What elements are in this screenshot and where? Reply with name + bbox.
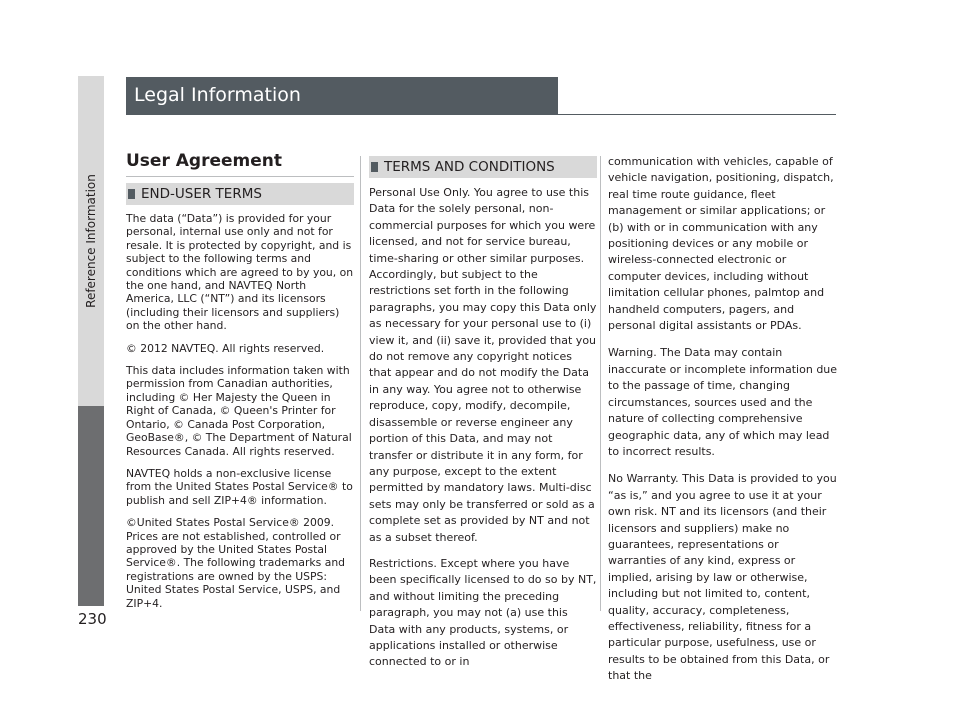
column-middle (369, 150, 597, 681)
paragraph: Personal Use Only. You agree to use this Data for the solely personal, non-commercial purposes for which you were licensed, and not for service bureau, time-sharing or other similar purposes. Accordingly, but subject to the restrictions set forth in the following paragraphs, you may copy this Data only as necessary for your personal use to (i) view it, and (ii) save it, provided that you do not remove any copyright notices that appear and do not modify the Data in any way. You agree not to otherwise reproduce, copy, modify, decompile, disassemble or reverse engineer any portion of this Data, and may not transfer or distribute it in any form, for any purpose, except to the extent permitted by mandatory laws. Multi-disc sets may only be transferred or sold as a complete set as provided by NT and not as a subset thereof. (369, 186, 597, 544)
column-left (126, 150, 354, 619)
column-right (608, 154, 840, 696)
paragraph: NAVTEQ holds a non-exclusive license from the United States Postal Service® to publish and sell ZIP+4® information. (126, 466, 353, 507)
side-tab-block (78, 406, 104, 606)
page-number: 230 (78, 610, 107, 628)
paragraph: No Warranty. This Data is provided to you “as is,” and you agree to use it at your own risk. NT and its licensors (and their licensors and suppliers) make no guarantees, representations or warranties of any kind, express or implied, arising by law or otherwise, including but not limited to, content, quality, accuracy, completeness, effectiveness, reliability, fitness for a particular purpose, usefulness, use or results to be obtained from this Data, or that the (608, 472, 837, 683)
paragraph: communication with vehicles, capable of vehicle navigation, positioning, dispatch, real time route guidance, fleet management or similar applications; or (b) with or in communication with any positioning devices or any mobile or wireless-connected electronic or computer devices, including without limitation cellular phones, palmtop and handheld computers, pagers, and personal digital assistants or PDAs. (608, 155, 834, 333)
page-title: Legal Information (126, 77, 558, 114)
subheading-end-user-terms (126, 183, 354, 205)
column-divider (600, 156, 601, 611)
paragraph: The data (“Data”) is provided for your personal, internal use only and not for resale. It is protected by copyright, and is subject to the following terms and conditions which are agreed to by you, on the one hand, and NAVTEQ North America, LLC (“NT”) and its licensors (including their licensors and suppliers) on the other hand. (126, 212, 354, 333)
title-rule (126, 114, 836, 115)
subheading-terms-and-conditions (369, 156, 597, 178)
side-section-label (78, 76, 104, 406)
column-divider (360, 156, 361, 611)
paragraph: Restrictions. Except where you have been specifically licensed to do so by NT, and without limiting the preceding paragraph, you may not (a) use this Data with any products, systems, or applications installed or otherwise connected to or in (369, 556, 597, 669)
paragraph: Warning. The Data may contain inaccurate or incomplete information due to the passage of time, changing circumstances, sources used and the nature of collecting comprehensive geographic data, any of which may lead to incorrect results. (608, 346, 838, 458)
paragraph: ©United States Postal Service® 2009. Prices are not established, controlled or approved by the United States Postal Service®. The following trademarks and registrations are owned by the USPS: United States Postal Service, USPS, and ZIP+4. (126, 516, 346, 610)
paragraph: © 2012 NAVTEQ. All rights reserved. (126, 341, 325, 355)
square-bullet-icon (371, 162, 378, 172)
subheading-text: END-USER TERMS (141, 186, 262, 202)
side-section-label-text: Reference Information (84, 174, 98, 308)
subheading-text: TERMS AND CONDITIONS (384, 159, 555, 175)
section-title: User Agreement (126, 150, 354, 177)
square-bullet-icon (128, 189, 135, 199)
paragraph: This data includes information taken with permission from Canadian authorities, including © Her Majesty the Queen in Right of Canada, © Queen's Printer for Ontario, © Canada Post Corporation, GeoBase®, © The Department of Natural Resources Canada. All rights reserved. (126, 364, 352, 458)
